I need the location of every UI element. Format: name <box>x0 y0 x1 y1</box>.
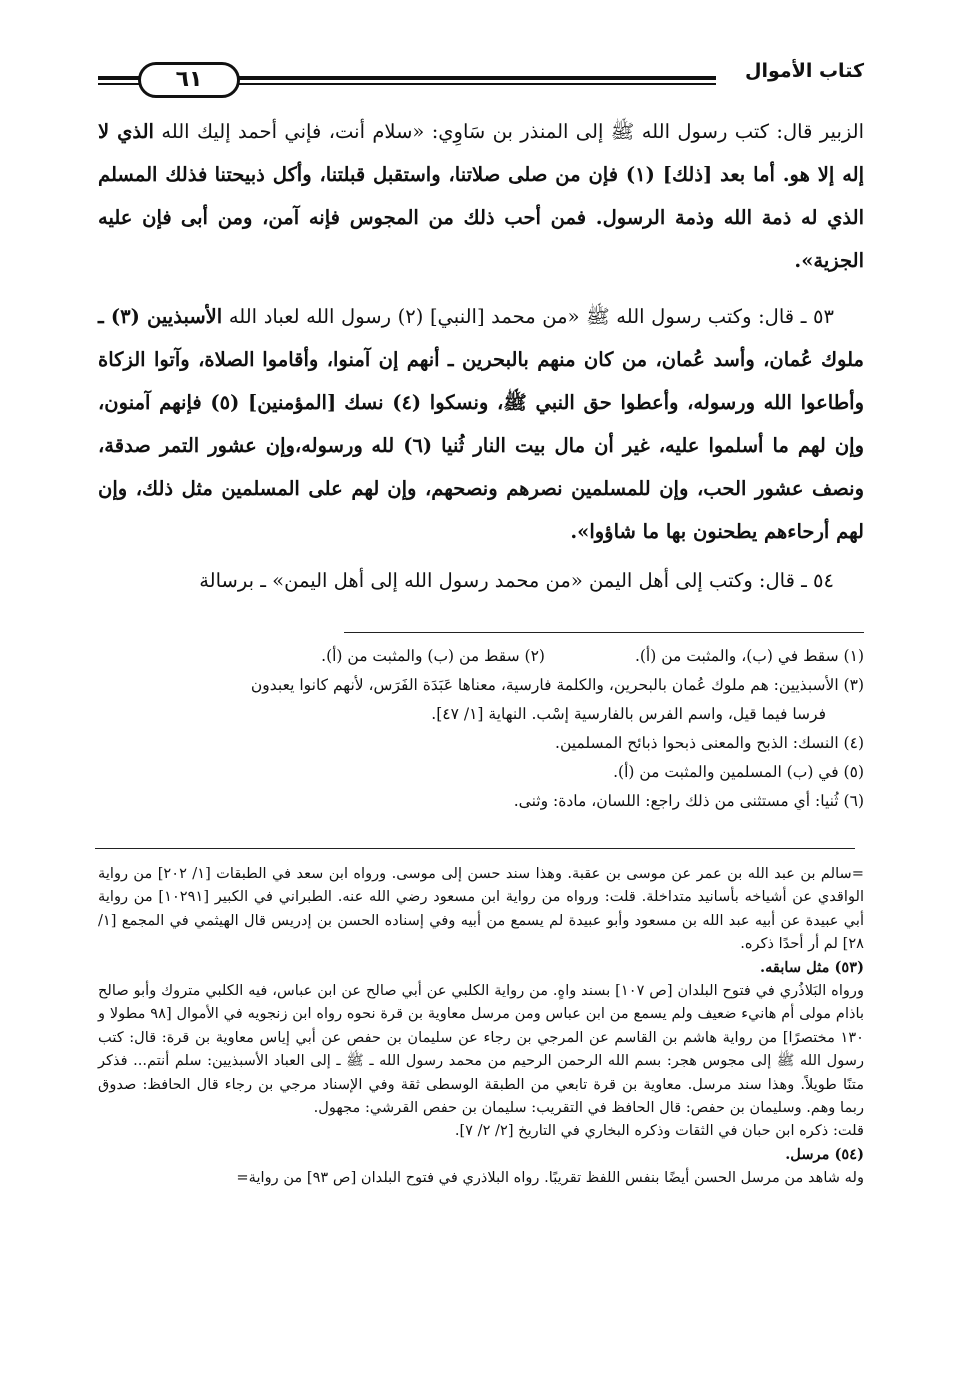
page-number: ٦١ <box>138 62 240 98</box>
text-line: إسناده الحسن بن إدريس قال الهيثمي في المجمع [١/ ٢٨] لم أر أحدًا ذكره. <box>98 911 864 953</box>
text-line: الطبراني في الكبير [١٠٢٩١] من رواية أبي عبيدة عن أبيه عبد الله بن مسعود وأبو عبيدة لم يسمع من أبيه وفي <box>98 888 864 929</box>
commentary-54: وله شاهد من مرسل الحسن أيضًا بنفس اللفظ تقريبًا. رواه البلاذري في فتوح البلدان [ص ٩٣] من رواية= <box>236 1169 864 1187</box>
footnote-6: (٦) ثُنيا: أي مستثنى من ذلك راجع: اللسان، مادة: وثنى. <box>513 792 864 810</box>
text-line: ٥٣ ـ قال: وكتب رسول الله ﷺ «من محمد [النبي] (٢) رسول الله لعباد الله <box>228 305 834 328</box>
commentary <box>98 862 864 1190</box>
text-line: [المؤمنين] (٥) فإنهم آمنون، وإن لهم ما أسلموا عليه، غير أن مال بيت النار ثُنيا (٦) لله <box>98 391 865 457</box>
text-line: الذي لا إله إلا هو. أما بعد [ذلك] (١) فإن من صلى صلاتنا، واستقبل قبلتنا، وأكل ذبيحتنا <box>98 120 865 186</box>
text-line: الكلبي متروك وأبو صالح باذام مولى أم هانيء ضعيف ولم يسمع من ابن عباس ومن مرسل معاوية بن قرة <box>98 982 865 1023</box>
text-line: وهذا سند مرسل. معاوية بن قرة تابعي من الطبقة الوسطى ثقة وفي الإسناد مرجي بن رجاء قال الحافظ: <box>142 1075 795 1093</box>
paragraph-53 <box>98 295 864 553</box>
footnote-2: (٢) سقط من (ب) والمثبت من (أ). <box>321 647 545 665</box>
commentary-53-note: قلت: ذكره ابن حبان في الثقات وذكره البخاري في التاريخ [٢/ ٢/ ٧]. <box>454 1122 864 1140</box>
footnotes <box>98 642 864 816</box>
text-line: صدوق ربما وهم. وسليمان بن حفص: قال الحافظ في التقريب: سليمان بن حفص القرشي: مجهول. <box>98 1075 864 1117</box>
commentary-heading-54: (٥٤) مرسل. <box>785 1145 864 1163</box>
commentary-heading-53: (٥٣) مثل سابقه. <box>760 958 864 976</box>
text-line: بسم الله الرحمن الرحيم من محمد رسول الله ـ ﷺ ـ إلى العباد الأسبذيين: سلم أنتم... فذكر متنًا طويلاً. <box>98 1052 865 1093</box>
page-header <box>98 58 864 98</box>
text-line: فإن عليه الجزية». <box>98 206 864 272</box>
text-line: فذلك المسلم الذي له ذمة الله وذمة الرسول. فمن أحب ذلك من المجوس فإنه آمن، ومن أبى <box>98 163 864 229</box>
footnote-separator <box>344 632 864 633</box>
text-line: الصلاة، وآتوا الزكاة وأطاعوا الله ورسوله، وأعطوا حق النبي ﷺ، ونسكوا (٤) نسك <box>98 348 865 414</box>
text-line: =سالم بن عبد الله بن عمر عن موسى بن عقبة. وهذا سند حسن إلى موسى. ورواه ابن سعد في الطبقات <box>216 865 864 882</box>
main-text <box>98 110 864 602</box>
text-line: الزبير قال: كتب رسول الله ﷺ إلى المنذر بن سَاوِي: «سلام أنت، فإني أحمد إليك الله <box>161 120 864 143</box>
book-title: كتاب الأموال <box>745 60 864 82</box>
commentary-53 <box>98 979 864 1119</box>
text-line: الأسبذيين (٣) ـ ملوك عُمان، وأسد عُمان، من كان منهم بالبحرين ـ أنهم إن آمنوا، وأقاموا <box>98 305 865 371</box>
text-line: [١/ ٢٠٢] من رواية الواقدي عن أشياخه بأسانيد متداخلة. قلت: ورواه من رواية ابن مسعود رضي الله عنه. <box>98 865 864 906</box>
footnote-4: (٤) النسك: الذبح والمعنى ذبحوا ذبائح المسلمين. <box>555 734 864 752</box>
paragraph-continuation <box>98 110 864 282</box>
commentary-prev <box>98 862 864 956</box>
paragraph-54: ٥٤ ـ قال: وكتب إلى أهل اليمن «من محمد رسول الله إلى أهل اليمن» ـ برسالة <box>199 569 834 592</box>
text-line: ورسوله،وإن عشور التمر صدقة، ونصف عشور الحب، وإن للمسلمين نصرهم ونصحهم، وإن <box>98 434 864 500</box>
text-line: نحوه رواه ابن زنجويه في الأموال [٩٨ مطولا و ١٣٠ مختصرًا] من رواية هاشم بن القاسم عن المرجي بن <box>98 1005 864 1046</box>
footnote-3-cont: فرسا فيما قيل، واسم الفرس بالفارسية إسْب. النهاية [١/ ٤٧]. <box>431 705 826 723</box>
text-line: رجاء عن سليمان بن حفص عن أبي إياس معاوية بن قرة: قال: كتب رسول الله ﷺ إلى مجوس هجر: <box>98 1028 865 1070</box>
text-line: لهم على المسلمين مثل ذلك، وإن لهم أرحاءهم يطحنون بها ما شاؤوا». <box>98 477 864 543</box>
footnote-5: (٥) في (ب) المسلمين والمثبت من (أ). <box>613 763 864 781</box>
footnote-1: (١) سقط في (ب)، والمثبت من (أ). <box>634 647 864 665</box>
text-line: ورواه البَلاذُري في فتوح البلدان [ص ١٠٧] بسند واهٍ. من رواية الكلبي عن أبي صالح عن ابن عباس، فيه <box>248 982 865 1000</box>
footnote-3: (٣) الأسبذيين: هم ملوك عُمان بالبحرين، والكلمة فارسية، معناها عَبَدَة الفَرَس، لأنهم كانوا يعبدون <box>250 676 864 694</box>
commentary-separator <box>95 848 855 849</box>
